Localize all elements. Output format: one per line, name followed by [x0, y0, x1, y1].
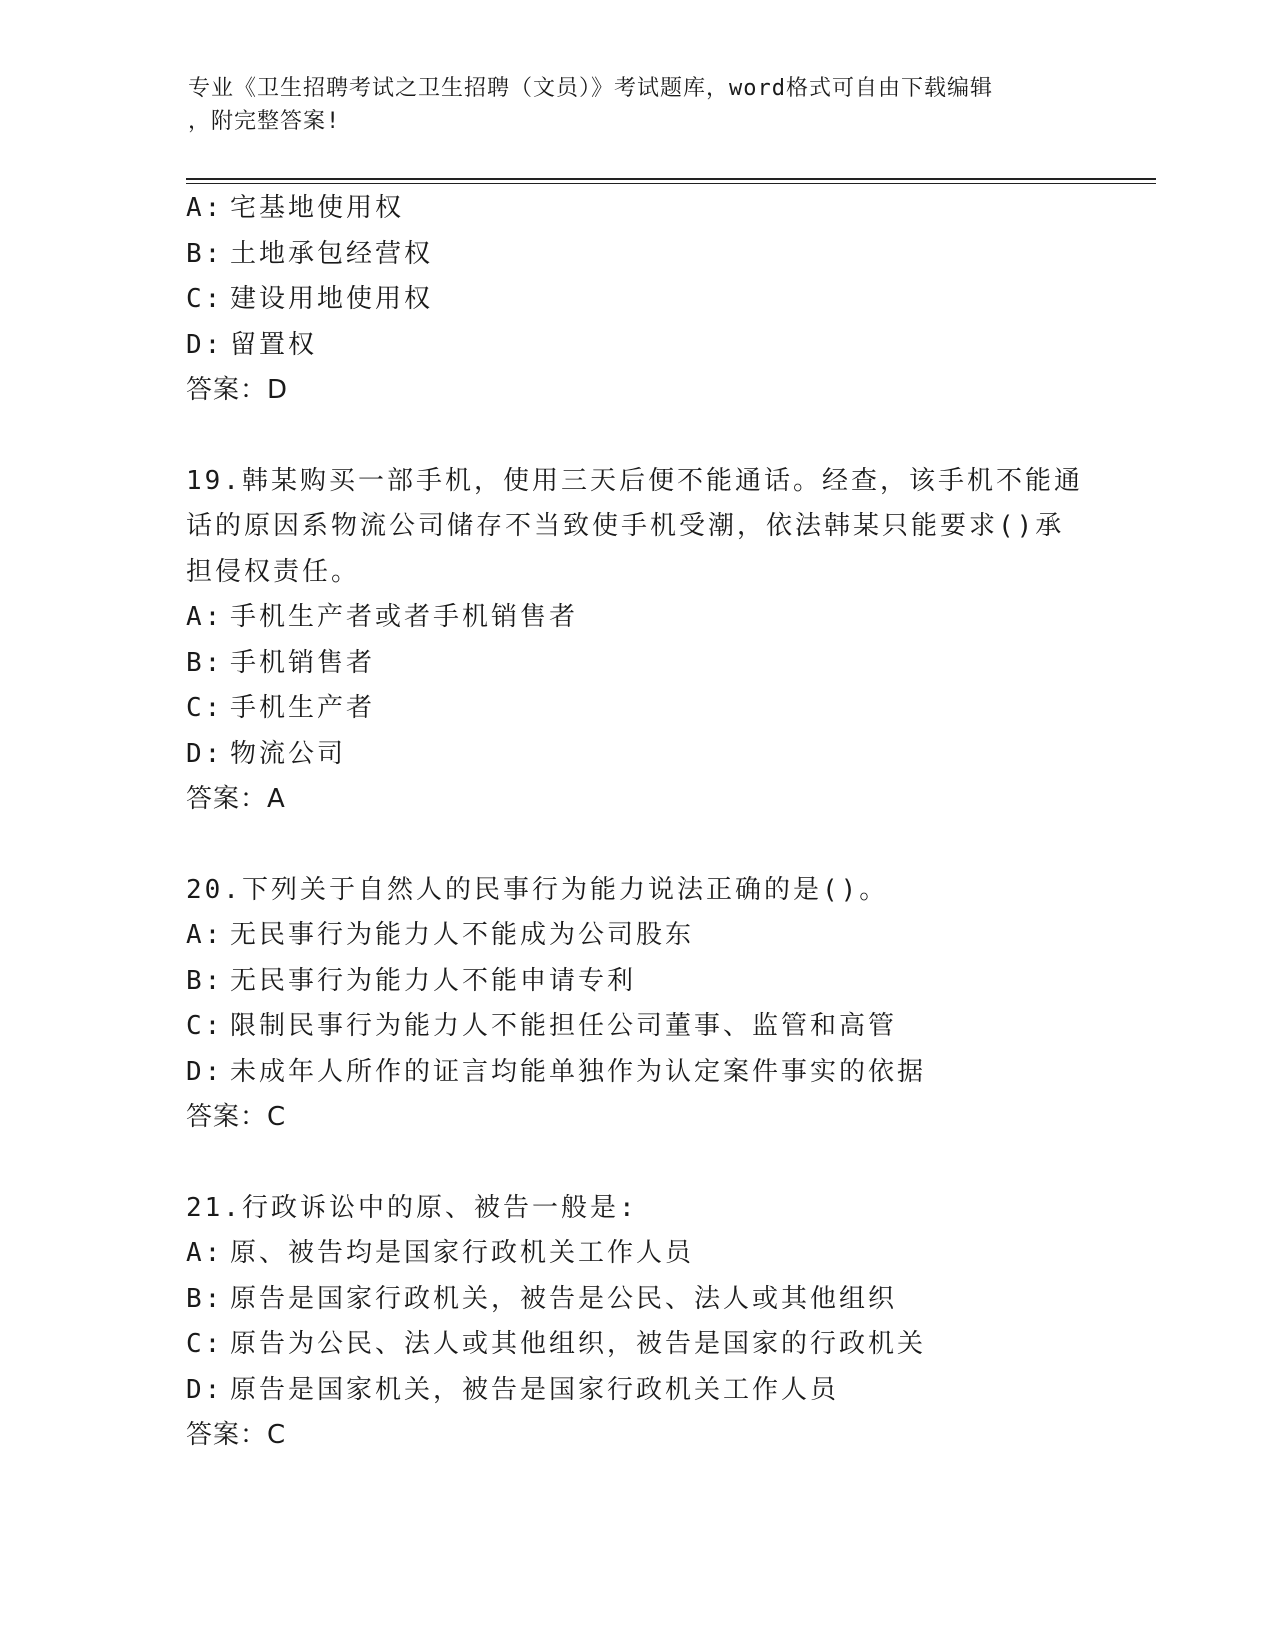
question-stem-line: 21.行政诉讼中的原、被告一般是: [186, 1192, 638, 1223]
header-divider [186, 178, 1156, 184]
question-content [186, 186, 1086, 1459]
option-d [186, 323, 1086, 369]
page-header [188, 72, 1068, 138]
option-text: 原告是国家行政机关，被告是公民、法人或其他组织 [230, 1283, 898, 1314]
option-d [186, 1368, 1086, 1414]
answer-line: 答案：C [186, 1420, 287, 1450]
option-label: C: [186, 693, 224, 723]
option-label: D: [186, 1374, 224, 1405]
option-text: 原、被告均是国家行政机关工作人员 [230, 1238, 695, 1268]
option-text: 原告为公民、法人或其他组织，被告是国家的行政机关 [230, 1329, 927, 1359]
spacer [186, 414, 1086, 459]
spacer [186, 823, 1086, 868]
option-label: A: [186, 193, 224, 223]
option-text: 宅基地使用权 [230, 193, 405, 223]
question-20 [186, 868, 1086, 1141]
question-stem-line: 话的原因系物流公司储存不当致使手机受潮，依法韩某只能要求()承 [186, 511, 1065, 541]
option-c [186, 1322, 1086, 1368]
option-label: B: [186, 238, 224, 269]
option-b [186, 1277, 1086, 1323]
question-19 [186, 459, 1086, 823]
option-label: D: [186, 329, 224, 360]
spacer [186, 1141, 1086, 1186]
option-label: A: [186, 1238, 224, 1268]
option-text: 限制民事行为能力人不能担任公司董事、监管和高管 [230, 1011, 898, 1041]
option-text: 原告是国家机关，被告是国家行政机关工作人员 [230, 1374, 840, 1405]
option-label: B: [186, 965, 224, 996]
option-d [186, 1050, 1086, 1096]
option-text: 无民事行为能力人不能成为公司股东 [230, 920, 695, 950]
question-18-continuation [186, 186, 1086, 414]
option-text: 未成年人所作的证言均能单独作为认定案件事实的依据 [230, 1056, 927, 1087]
option-c [186, 686, 1086, 732]
option-label: A: [186, 920, 224, 950]
question-21 [186, 1186, 1086, 1459]
header-line-2: ，附完整答案! [188, 109, 341, 134]
option-a [186, 595, 1086, 641]
option-text: 土地承包经营权 [230, 238, 434, 269]
option-text: 建设用地使用权 [230, 284, 434, 314]
option-a [186, 913, 1086, 959]
option-label: D: [186, 1056, 224, 1087]
answer-line: 答案：A [186, 784, 286, 814]
option-label: A: [186, 602, 224, 632]
option-label: B: [186, 1283, 224, 1314]
answer-line: 答案：C [186, 1102, 287, 1132]
question-stem-line: 19.韩某购买一部手机，使用三天后便不能通话。经查，该手机不能通 [186, 465, 1083, 496]
option-text: 留置权 [230, 329, 318, 360]
option-d [186, 732, 1086, 778]
option-text: 手机生产者或者手机销售者 [230, 602, 579, 632]
option-a [186, 186, 1086, 232]
header-line-1: 专业《卫生招聘考试之卫生招聘（文员）》考试题库，word格式可自由下载编辑 [188, 76, 993, 101]
option-c [186, 277, 1086, 323]
question-stem-line: 20.下列关于自然人的民事行为能力说法正确的是()。 [186, 874, 889, 905]
option-text: 无民事行为能力人不能申请专利 [230, 965, 637, 996]
option-b [186, 959, 1086, 1005]
option-text: 手机生产者 [230, 693, 376, 723]
option-label: C: [186, 284, 224, 314]
option-label: D: [186, 738, 224, 769]
option-b [186, 232, 1086, 278]
option-b [186, 641, 1086, 687]
option-c [186, 1004, 1086, 1050]
option-text: 手机销售者 [230, 647, 376, 678]
option-text: 物流公司 [230, 738, 347, 769]
option-label: C: [186, 1329, 224, 1359]
question-stem-line: 担侵权责任。 [186, 556, 361, 587]
option-label: B: [186, 647, 224, 678]
answer-line: 答案：D [186, 375, 289, 405]
option-label: C: [186, 1011, 224, 1041]
option-a [186, 1231, 1086, 1277]
